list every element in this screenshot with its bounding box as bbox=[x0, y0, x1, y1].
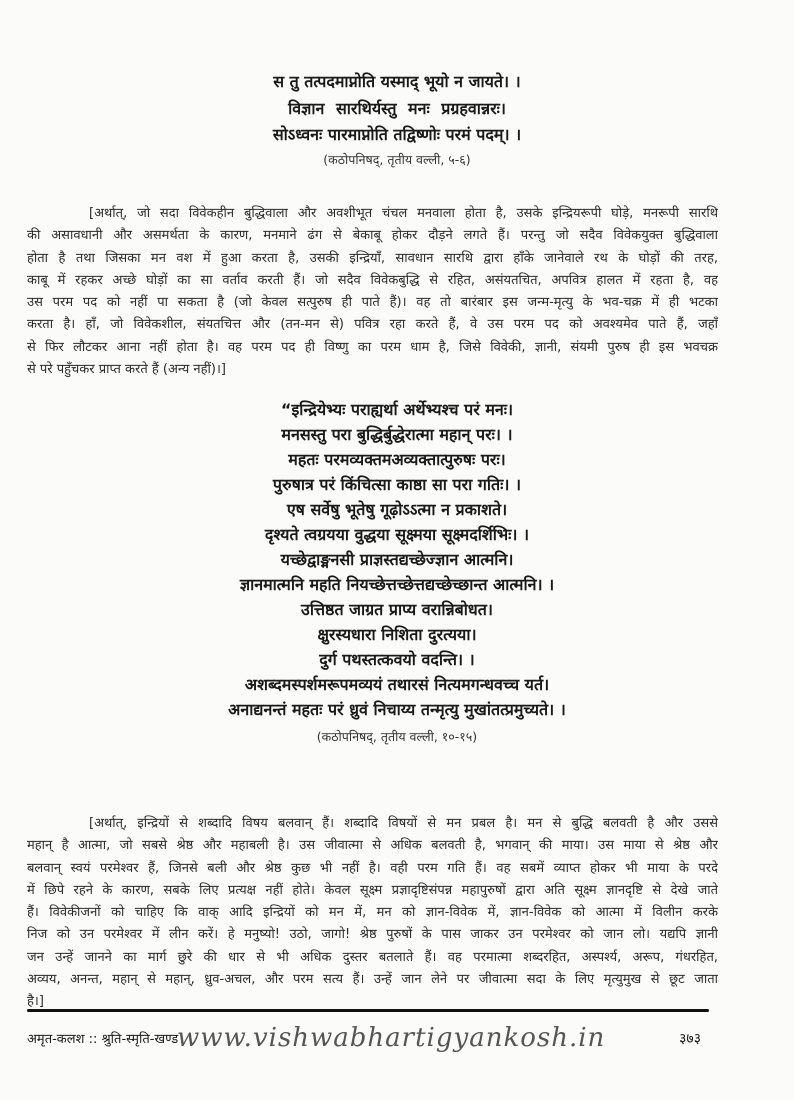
verse-line: क्षुरस्यधारा निशिता दुरत्यया। bbox=[317, 625, 477, 644]
verse-line: एष सर्वेषु भूतेषु गूढ़ोऽऽत्मा न प्रकाशते। bbox=[286, 500, 508, 519]
verse-line: दृश्यते त्वग्रयया वुद्धया सूक्ष्मया सूक्ष्मदर्शिभिः। । bbox=[264, 525, 530, 544]
book-title: अमृत-कलश :: श्रुति-स्मृति-खण्ड bbox=[27, 1032, 179, 1047]
page-footer bbox=[27, 1023, 709, 1059]
commentary-line: है।] bbox=[27, 994, 44, 1010]
commentary-line: [अर्थात्, इन्द्रियों से शब्दादि विषय बलवान् हैं। शब्दादि विषयों से मन प्रबल है। मन से बुद्धि बलवती है और उससे bbox=[89, 816, 718, 831]
footer-divider bbox=[27, 1009, 709, 1012]
watermark: www.vishwabhartigyankosh.in bbox=[177, 1023, 606, 1053]
verse-line: ज्ञानमात्मनि महति नियच्छेत्तच्छेत्तद्यच्छेच्छान्त आत्मनि। । bbox=[239, 575, 555, 594]
verse-line: पुरुषात्र परं किंचित्सा काष्ठा सा परा गतिः। । bbox=[272, 475, 522, 494]
commentary-line: उस परम पद को नहीं पा सकता है (जो केवल सत्पुरुष ही पाते हैं)। वह तो बारंबार इस जन्म-मृत्यु के भव-चक्र में ही भटका bbox=[27, 295, 718, 311]
verse-line: सोऽध्वनः पारमाप्नोति तद्विष्णोः परमं पदम्। । bbox=[272, 125, 522, 144]
verse-block-katha-10-15 bbox=[0, 397, 794, 748]
verse-line: “इन्द्रियेभ्यः पराह्यर्था अर्थेभ्यश्च परं मनः। bbox=[280, 400, 514, 419]
verse-line: यच्छेद्वाङ्मनसी प्राज्ञस्तद्यच्छेज्ज्ञान आत्मनि। bbox=[280, 550, 514, 569]
verse-line: स तु तत्पदमाप्नोति यस्माद् भूयो न जायते। । bbox=[273, 72, 521, 91]
commentary-line: की असावधानी और असमर्थता के कारण, मनमाने ढंग से बेकाबू होकर दौड़ने लगते हैं। परन्तु जो सदैव विवेकयुक्त बुद्धिवाला bbox=[27, 228, 718, 244]
verse-line: अशब्दमस्पर्शमरूपमव्ययं तथारसं नित्यमगन्धवच्च यर्त। bbox=[244, 675, 550, 694]
commentary-line: निज को उन परमेश्वर में लीन करें। हे मनुष्यो! उठो, जागो! श्रेष्ठ पुरुषों के पास जाकर उन परमेश्वर को जान लो। यद्यपि ज्ञानी bbox=[27, 927, 718, 943]
verse-line: उत्तिष्ठत जाग्रत प्राप्य वरान्निबोधत। bbox=[301, 600, 493, 619]
verse-reference: (कठोपनिषद्, तृतीय वल्ली, १०-१५) bbox=[316, 729, 478, 744]
commentary-paragraph-2 bbox=[27, 813, 718, 1014]
verse-block-katha-5-6 bbox=[0, 69, 794, 171]
commentary-line: में छिपे रहने के कारण, सबके लिए प्रत्यक्ष नहीं होते। केवल सूक्ष्म प्रज्ञादृष्टिसंपन्न महापुरुषों द्वारा अति सूक्ष्म ज्ञानदृष्टि से देखे जाते bbox=[27, 882, 718, 898]
commentary-line: अव्यय, अनन्त, महान् से महान्, ध्रुव-अचल, और परम सत्य हैं। उन्हें जान लेने पर जीवात्मा सदा के लिए मृत्युमुख से छूट जाता bbox=[27, 972, 718, 988]
verse-line: विज्ञान सारथिर्यस्तु मनः प्रग्रहवान्नरः। bbox=[288, 98, 506, 118]
commentary-line: करता है। हाँ, जो विवेकशील, संयतचित्त और (तन-मन से) पवित्र रहा करते हैं, वे उस परम पद को अवश्यमेव पाते हैं, जहाँ bbox=[27, 317, 718, 333]
commentary-line: जन उन्हें जानने का मार्ग छुरे की धार से भी अधिक दुस्तर बतलाते हैं। वह परमात्मा शब्दरहित, अस्पर्श्य, अरूप, गंधरहित, bbox=[27, 949, 718, 965]
commentary-line: से परे पहुँचकर प्राप्त करते हैं (अन्य नहीं)।] bbox=[27, 362, 226, 378]
verse-line: महतः परमव्यक्तमअव्यक्तात्पुरुषः परः। bbox=[288, 450, 506, 469]
commentary-line: महान् है आत्मा, जो सबसे श्रेष्ठ और महाबली है। उस जीवात्मा से अधिक बलवती है, भगवान् की माया। उस माया से श्रेष्ठ और bbox=[27, 838, 718, 854]
commentary-line: [अर्थात्, जो सदा विवेकहीन बुद्धिवाला और अवशीभूत चंचल मनवाला होता है, उसके इन्द्रियरूपी घोड़े, मनरूपी सारथि bbox=[89, 206, 718, 221]
verse-line: मनसस्तु परा बुद्धिर्बुद्धेरात्मा महान् परः। । bbox=[281, 425, 513, 444]
commentary-paragraph-1 bbox=[27, 203, 718, 381]
commentary-line: हैं। विवेकीजनों को चाहिए कि वाक् आदि इन्द्रियों को मन में, मन को ज्ञान-विवेक में, ज्ञान-विवेक को आत्मा में विलीन करके bbox=[27, 905, 718, 921]
verse-line: दुर्ग पथस्तत्कवयो वदन्ति। । bbox=[319, 650, 475, 669]
verse-line: अनाद्यनन्तं महतः परं ध्रुवं निचाय्य तन्मृत्यु मुखांतत्प्रमुच्यते। । bbox=[228, 700, 566, 719]
commentary-line: बलवान् स्वयं परमेश्वर हैं, जिनसे बली और श्रेष्ठ कुछ भी नहीं है। वही परम गति हैं। वह सबमें व्याप्त होकर भी माया के परदे bbox=[27, 860, 718, 876]
page-number: ३७३ bbox=[679, 1031, 701, 1047]
commentary-line: काबू में रहकर अच्छे घोड़ों का सा वर्ताव करती हैं। जो सदैव विवेकबुद्धि से रहित, असंयतचित, अपवित्र हालत में रहता है, वह bbox=[27, 272, 718, 288]
commentary-line: से फिर लौटकर आना नहीं होता है। वह परम पद ही विष्णु का परम धाम है, जिसे विवेकी, ज्ञानी, संयमी पुरुष ही इस भवचक्र bbox=[27, 339, 718, 355]
commentary-line: होता है तथा जिसका मन वश में हुआ करता है, उसकी इन्द्रियाँ, सावधान सारथि द्वारा हाँके जानेवाले रथ के घोड़ों की तरह, bbox=[27, 250, 718, 266]
verse-reference: (कठोपनिषद्, तृतीय वल्ली, ५-६) bbox=[323, 151, 471, 167]
